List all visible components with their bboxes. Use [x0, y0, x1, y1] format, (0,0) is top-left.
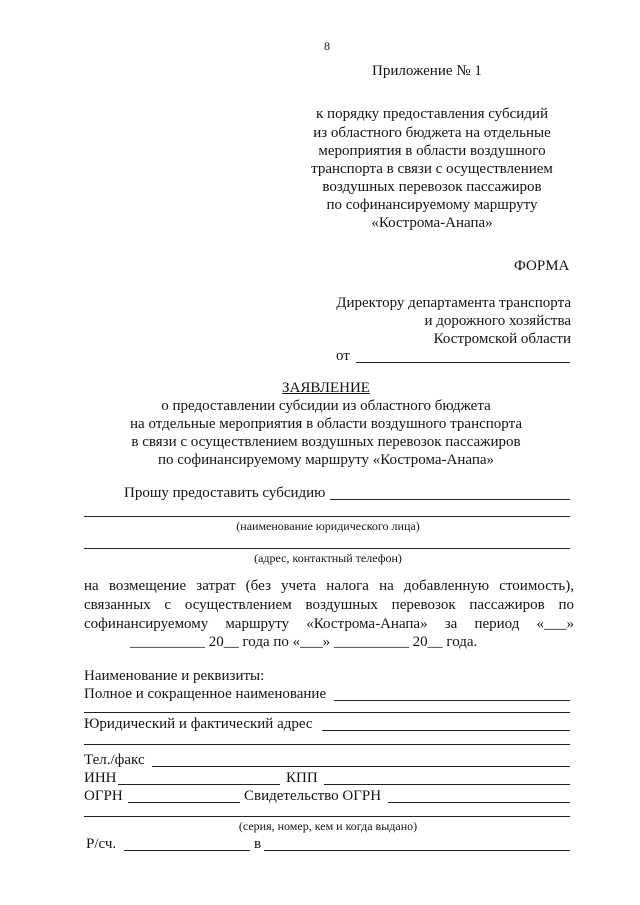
- statement-line: в связи с осуществлением воздушных перевозок пассажиров: [131, 434, 521, 450]
- addressee-line: Директору департамента транспорта: [336, 295, 571, 311]
- full-name-label: Полное и сокращенное наименование: [84, 686, 327, 702]
- kpp-label: КПП: [286, 770, 318, 786]
- legal-entity-field[interactable]: [84, 516, 570, 517]
- form-label: ФОРМА: [514, 258, 570, 274]
- kpp-field[interactable]: [324, 784, 570, 785]
- ogrn-label: ОГРН: [84, 788, 123, 804]
- cert-hint: (серия, номер, кем и когда выдано): [238, 819, 418, 833]
- legal-address-field[interactable]: [322, 730, 570, 731]
- address-phone-hint: (адрес, контактный телефон): [254, 551, 402, 565]
- bank-field[interactable]: [264, 850, 570, 851]
- page-number: 8: [324, 39, 330, 53]
- inn-label: ИНН: [84, 770, 117, 786]
- request-label: Прошу предоставить субсидию: [124, 485, 326, 501]
- appendix-line: мероприятия в области воздушного: [318, 143, 546, 159]
- appendix-title: Приложение № 1: [372, 63, 482, 79]
- phone-label: Тел./факс: [84, 752, 145, 768]
- appendix-line: транспорта в связи с осуществлением: [311, 161, 553, 177]
- account-label: Р/сч.: [86, 836, 117, 852]
- address-phone-field[interactable]: [84, 548, 570, 549]
- subsidy-field[interactable]: [330, 499, 570, 500]
- address-label: Юридический и фактический адрес: [84, 716, 313, 732]
- appendix-line: воздушных перевозок пассажиров: [322, 179, 542, 195]
- appendix-line: по софинансируемому маршруту: [326, 197, 538, 213]
- bank-prefix: в: [254, 836, 262, 852]
- full-name-field-2[interactable]: [84, 712, 570, 713]
- appendix-line: из областного бюджета на отдельные: [313, 125, 551, 141]
- requisites-heading: Наименование и реквизиты:: [84, 668, 265, 684]
- statement-line: на отдельные мероприятия в области воздушного транспорта: [130, 416, 522, 432]
- ogrn-cert-field-2[interactable]: [84, 816, 570, 817]
- purpose-line: связанных с осуществлением воздушных перевозок пассажиров по: [84, 597, 574, 613]
- phone-field[interactable]: [152, 766, 570, 767]
- addressee-line: Костромской области: [433, 331, 571, 347]
- appendix-line: к порядку предоставления субсидий: [316, 106, 548, 122]
- purpose-line: софинансируемому маршруту «Кострома-Анапа» за период «___»: [84, 616, 574, 632]
- ogrn-cert-label: Свидетельство ОГРН: [244, 788, 382, 804]
- account-field[interactable]: [124, 850, 250, 851]
- addressee-line: и дорожного хозяйства: [424, 313, 571, 329]
- purpose-line: __________ 20__ года по «___» __________ 20__ года.: [130, 634, 478, 650]
- from-field[interactable]: [356, 362, 570, 363]
- ogrn-field[interactable]: [128, 802, 240, 803]
- inn-field[interactable]: [118, 784, 280, 785]
- purpose-line: на возмещение затрат (без учета налога на добавленную стоимость),: [84, 578, 574, 594]
- statement-line: по софинансируемому маршруту «Кострома-Анапа»: [157, 452, 495, 468]
- from-label: от: [336, 348, 350, 364]
- statement-line: о предоставлении субсидии из областного бюджета: [161, 398, 491, 414]
- ogrn-cert-field[interactable]: [388, 802, 570, 803]
- full-name-field[interactable]: [334, 700, 570, 701]
- statement-title: ЗАЯВЛЕНИЕ: [282, 380, 370, 396]
- appendix-line: «Кострома-Анапа»: [371, 215, 493, 231]
- legal-address-field-2[interactable]: [84, 744, 570, 745]
- legal-entity-hint: (наименование юридического лица): [236, 519, 420, 533]
